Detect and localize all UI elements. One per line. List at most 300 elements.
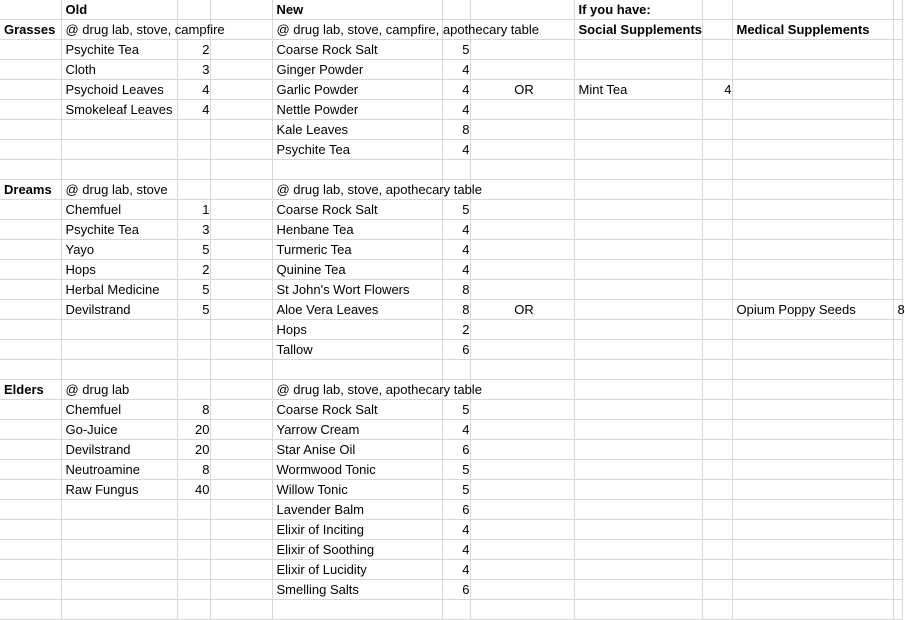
cell-r25-c2[interactable]: Raw Fungus [61, 480, 177, 500]
cell-r20-c1[interactable]: Elders [0, 380, 61, 400]
cell-r10-c9[interactable] [702, 180, 732, 200]
cell-r3-c5[interactable]: Coarse Rock Salt [272, 40, 442, 60]
cell-r6-c7[interactable] [470, 100, 574, 120]
cell-r26-c6[interactable]: 6 [442, 500, 470, 520]
cell-r19-c8[interactable] [574, 360, 702, 380]
cell-r30-c7[interactable] [470, 580, 574, 600]
cell-r23-c1[interactable] [0, 440, 61, 460]
cell-r25-c8[interactable] [574, 480, 702, 500]
cell-r22-c1[interactable] [0, 420, 61, 440]
cell-r24-c8[interactable] [574, 460, 702, 480]
cell-r15-c5[interactable]: St John's Wort Flowers [272, 280, 442, 300]
cell-r6-c3[interactable]: 4 [177, 100, 210, 120]
cell-r14-c9[interactable] [702, 260, 732, 280]
cell-r6-c10[interactable] [732, 100, 893, 120]
cell-r4-c3[interactable]: 3 [177, 60, 210, 80]
cell-r7-c10[interactable] [732, 120, 893, 140]
cell-r6-c11[interactable] [893, 100, 902, 120]
cell-r17-c7[interactable] [470, 320, 574, 340]
cell-r28-c4[interactable] [210, 540, 272, 560]
cell-r22-c10[interactable] [732, 420, 893, 440]
cell-r24-c5[interactable]: Wormwood Tonic [272, 460, 442, 480]
cell-r12-c11[interactable] [893, 220, 902, 240]
cell-r19-c1[interactable] [0, 360, 61, 380]
cell-r15-c4[interactable] [210, 280, 272, 300]
cell-r7-c6[interactable]: 8 [442, 120, 470, 140]
cell-r5-c6[interactable]: 4 [442, 80, 470, 100]
cell-r19-c9[interactable] [702, 360, 732, 380]
cell-r15-c10[interactable] [732, 280, 893, 300]
cell-r24-c1[interactable] [0, 460, 61, 480]
cell-r6-c5[interactable]: Nettle Powder [272, 100, 442, 120]
cell-r3-c7[interactable] [470, 40, 574, 60]
cell-r6-c1[interactable] [0, 100, 61, 120]
cell-r27-c8[interactable] [574, 520, 702, 540]
cell-r12-c8[interactable] [574, 220, 702, 240]
cell-r16-c11[interactable]: 8 [893, 300, 902, 320]
cell-r21-c2[interactable]: Chemfuel [61, 400, 177, 420]
cell-r21-c10[interactable] [732, 400, 893, 420]
cell-r29-c4[interactable] [210, 560, 272, 580]
cell-r18-c4[interactable] [210, 340, 272, 360]
cell-r26-c4[interactable] [210, 500, 272, 520]
cell-r14-c10[interactable] [732, 260, 893, 280]
cell-r25-c6[interactable]: 5 [442, 480, 470, 500]
cell-r30-c10[interactable] [732, 580, 893, 600]
cell-r30-c5[interactable]: Smelling Salts [272, 580, 442, 600]
cell-r1-c10[interactable] [732, 0, 893, 20]
cell-r29-c8[interactable] [574, 560, 702, 580]
cell-r11-c5[interactable]: Coarse Rock Salt [272, 200, 442, 220]
cell-r10-c8[interactable] [574, 180, 702, 200]
cell-r23-c7[interactable] [470, 440, 574, 460]
cell-r10-c1[interactable]: Dreams [0, 180, 61, 200]
cell-r28-c1[interactable] [0, 540, 61, 560]
cell-r23-c4[interactable] [210, 440, 272, 460]
cell-r10-c11[interactable] [893, 180, 902, 200]
cell-r11-c10[interactable] [732, 200, 893, 220]
cell-r3-c4[interactable] [210, 40, 272, 60]
cell-r26-c11[interactable] [893, 500, 902, 520]
cell-r23-c8[interactable] [574, 440, 702, 460]
cell-r9-c4[interactable] [210, 160, 272, 180]
cell-r11-c1[interactable] [0, 200, 61, 220]
cell-r13-c11[interactable] [893, 240, 902, 260]
cell-r26-c5[interactable]: Lavender Balm [272, 500, 442, 520]
cell-r20-c11[interactable] [893, 380, 902, 400]
cell-r5-c2[interactable]: Psychoid Leaves [61, 80, 177, 100]
cell-r21-c11[interactable] [893, 400, 902, 420]
cell-r5-c5[interactable]: Garlic Powder [272, 80, 442, 100]
cell-r19-c10[interactable] [732, 360, 893, 380]
cell-r4-c7[interactable] [470, 60, 574, 80]
cell-r23-c3[interactable]: 20 [177, 440, 210, 460]
cell-r31-c10[interactable] [732, 600, 893, 620]
cell-r1-c3[interactable] [177, 0, 210, 20]
cell-r20-c5[interactable]: @ drug lab, stove, apothecary table [272, 380, 442, 400]
cell-r9-c2[interactable] [61, 160, 177, 180]
cell-r24-c10[interactable] [732, 460, 893, 480]
cell-r14-c5[interactable]: Quinine Tea [272, 260, 442, 280]
cell-r5-c7[interactable]: OR [470, 80, 574, 100]
cell-r25-c3[interactable]: 40 [177, 480, 210, 500]
cell-r15-c3[interactable]: 5 [177, 280, 210, 300]
cell-r3-c10[interactable] [732, 40, 893, 60]
cell-r21-c6[interactable]: 5 [442, 400, 470, 420]
cell-r19-c2[interactable] [61, 360, 177, 380]
cell-r12-c3[interactable]: 3 [177, 220, 210, 240]
cell-r18-c11[interactable] [893, 340, 902, 360]
cell-r29-c11[interactable] [893, 560, 902, 580]
cell-r12-c9[interactable] [702, 220, 732, 240]
cell-r23-c6[interactable]: 6 [442, 440, 470, 460]
cell-r30-c9[interactable] [702, 580, 732, 600]
cell-r8-c5[interactable]: Psychite Tea [272, 140, 442, 160]
cell-r26-c3[interactable] [177, 500, 210, 520]
cell-r30-c11[interactable] [893, 580, 902, 600]
cell-r22-c3[interactable]: 20 [177, 420, 210, 440]
cell-r18-c9[interactable] [702, 340, 732, 360]
cell-r11-c6[interactable]: 5 [442, 200, 470, 220]
cell-r17-c2[interactable] [61, 320, 177, 340]
cell-r28-c2[interactable] [61, 540, 177, 560]
cell-r4-c9[interactable] [702, 60, 732, 80]
cell-r22-c11[interactable] [893, 420, 902, 440]
cell-r14-c6[interactable]: 4 [442, 260, 470, 280]
cell-r6-c8[interactable] [574, 100, 702, 120]
cell-r27-c9[interactable] [702, 520, 732, 540]
cell-r10-c5[interactable]: @ drug lab, stove, apothecary table [272, 180, 442, 200]
cell-r3-c3[interactable]: 2 [177, 40, 210, 60]
cell-r18-c6[interactable]: 6 [442, 340, 470, 360]
cell-r13-c4[interactable] [210, 240, 272, 260]
cell-r21-c8[interactable] [574, 400, 702, 420]
cell-r1-c7[interactable] [470, 0, 574, 20]
cell-r24-c9[interactable] [702, 460, 732, 480]
cell-r4-c5[interactable]: Ginger Powder [272, 60, 442, 80]
cell-r14-c11[interactable] [893, 260, 902, 280]
cell-r7-c2[interactable] [61, 120, 177, 140]
cell-r3-c8[interactable] [574, 40, 702, 60]
cell-r29-c10[interactable] [732, 560, 893, 580]
cell-r27-c5[interactable]: Elixir of Inciting [272, 520, 442, 540]
cell-r3-c6[interactable]: 5 [442, 40, 470, 60]
cell-r25-c5[interactable]: Willow Tonic [272, 480, 442, 500]
cell-r4-c8[interactable] [574, 60, 702, 80]
cell-r20-c2[interactable]: @ drug lab [61, 380, 177, 400]
cell-r27-c1[interactable] [0, 520, 61, 540]
cell-r11-c3[interactable]: 1 [177, 200, 210, 220]
cell-r19-c6[interactable] [442, 360, 470, 380]
cell-r25-c1[interactable] [0, 480, 61, 500]
cell-r8-c8[interactable] [574, 140, 702, 160]
cell-r26-c10[interactable] [732, 500, 893, 520]
cell-r4-c11[interactable] [893, 60, 902, 80]
cell-r23-c9[interactable] [702, 440, 732, 460]
cell-r19-c3[interactable] [177, 360, 210, 380]
cell-r21-c3[interactable]: 8 [177, 400, 210, 420]
cell-r6-c9[interactable] [702, 100, 732, 120]
cell-r17-c11[interactable] [893, 320, 902, 340]
cell-r12-c5[interactable]: Henbane Tea [272, 220, 442, 240]
cell-r29-c2[interactable] [61, 560, 177, 580]
cell-r2-c2[interactable]: @ drug lab, stove, campfire [61, 20, 177, 40]
cell-r16-c10[interactable]: Opium Poppy Seeds [732, 300, 893, 320]
cell-r2-c8[interactable]: Social Supplements [574, 20, 702, 40]
cell-r10-c2[interactable]: @ drug lab, stove [61, 180, 177, 200]
cell-r5-c8[interactable]: Mint Tea [574, 80, 702, 100]
cell-r28-c8[interactable] [574, 540, 702, 560]
cell-r30-c6[interactable]: 6 [442, 580, 470, 600]
cell-r16-c7[interactable]: OR [470, 300, 574, 320]
cell-r5-c9[interactable]: 4 [702, 80, 732, 100]
cell-r29-c9[interactable] [702, 560, 732, 580]
cell-r13-c7[interactable] [470, 240, 574, 260]
cell-r7-c7[interactable] [470, 120, 574, 140]
cell-r6-c6[interactable]: 4 [442, 100, 470, 120]
cell-r28-c3[interactable] [177, 540, 210, 560]
cell-r18-c3[interactable] [177, 340, 210, 360]
cell-r16-c1[interactable] [0, 300, 61, 320]
cell-r16-c6[interactable]: 8 [442, 300, 470, 320]
cell-r8-c3[interactable] [177, 140, 210, 160]
cell-r13-c9[interactable] [702, 240, 732, 260]
cell-r17-c4[interactable] [210, 320, 272, 340]
cell-r11-c4[interactable] [210, 200, 272, 220]
cell-r4-c4[interactable] [210, 60, 272, 80]
cell-r20-c3[interactable] [177, 380, 210, 400]
cell-r26-c2[interactable] [61, 500, 177, 520]
cell-r16-c8[interactable] [574, 300, 702, 320]
cell-r30-c1[interactable] [0, 580, 61, 600]
cell-r13-c8[interactable] [574, 240, 702, 260]
cell-r16-c3[interactable]: 5 [177, 300, 210, 320]
cell-r10-c4[interactable] [210, 180, 272, 200]
cell-r3-c9[interactable] [702, 40, 732, 60]
cell-r9-c5[interactable] [272, 160, 442, 180]
cell-r16-c2[interactable]: Devilstrand [61, 300, 177, 320]
cell-r14-c8[interactable] [574, 260, 702, 280]
cell-r2-c9[interactable] [702, 20, 732, 40]
cell-r27-c3[interactable] [177, 520, 210, 540]
cell-r15-c7[interactable] [470, 280, 574, 300]
cell-r20-c7[interactable] [470, 380, 574, 400]
cell-r1-c11[interactable] [893, 0, 902, 20]
cell-r2-c10[interactable]: Medical Supplements [732, 20, 893, 40]
cell-r4-c10[interactable] [732, 60, 893, 80]
cell-r18-c5[interactable]: Tallow [272, 340, 442, 360]
cell-r23-c11[interactable] [893, 440, 902, 460]
cell-r24-c3[interactable]: 8 [177, 460, 210, 480]
cell-r16-c9[interactable] [702, 300, 732, 320]
cell-r27-c6[interactable]: 4 [442, 520, 470, 540]
cell-r23-c5[interactable]: Star Anise Oil [272, 440, 442, 460]
cell-r9-c7[interactable] [470, 160, 574, 180]
cell-r12-c7[interactable] [470, 220, 574, 240]
cell-r3-c11[interactable] [893, 40, 902, 60]
cell-r31-c5[interactable] [272, 600, 442, 620]
cell-r31-c1[interactable] [0, 600, 61, 620]
cell-r12-c6[interactable]: 4 [442, 220, 470, 240]
cell-r9-c11[interactable] [893, 160, 902, 180]
cell-r12-c1[interactable] [0, 220, 61, 240]
cell-r5-c4[interactable] [210, 80, 272, 100]
cell-r11-c7[interactable] [470, 200, 574, 220]
cell-r13-c3[interactable]: 5 [177, 240, 210, 260]
cell-r1-c5[interactable]: New [272, 0, 442, 20]
cell-r8-c4[interactable] [210, 140, 272, 160]
cell-r19-c11[interactable] [893, 360, 902, 380]
cell-r29-c7[interactable] [470, 560, 574, 580]
cell-r2-c11[interactable] [893, 20, 902, 40]
cell-r26-c1[interactable] [0, 500, 61, 520]
cell-r25-c4[interactable] [210, 480, 272, 500]
cell-r13-c10[interactable] [732, 240, 893, 260]
cell-r24-c11[interactable] [893, 460, 902, 480]
cell-r8-c10[interactable] [732, 140, 893, 160]
cell-r15-c9[interactable] [702, 280, 732, 300]
cell-r31-c8[interactable] [574, 600, 702, 620]
cell-r22-c5[interactable]: Yarrow Cream [272, 420, 442, 440]
cell-r26-c8[interactable] [574, 500, 702, 520]
cell-r30-c3[interactable] [177, 580, 210, 600]
cell-r29-c1[interactable] [0, 560, 61, 580]
cell-r28-c9[interactable] [702, 540, 732, 560]
cell-r12-c2[interactable]: Psychite Tea [61, 220, 177, 240]
cell-r6-c4[interactable] [210, 100, 272, 120]
cell-r14-c1[interactable] [0, 260, 61, 280]
cell-r14-c3[interactable]: 2 [177, 260, 210, 280]
cell-r24-c4[interactable] [210, 460, 272, 480]
cell-r22-c6[interactable]: 4 [442, 420, 470, 440]
cell-r1-c9[interactable] [702, 0, 732, 20]
cell-r21-c1[interactable] [0, 400, 61, 420]
cell-r17-c1[interactable] [0, 320, 61, 340]
cell-r1-c6[interactable] [442, 0, 470, 20]
cell-r11-c11[interactable] [893, 200, 902, 220]
cell-r23-c2[interactable]: Devilstrand [61, 440, 177, 460]
cell-r29-c5[interactable]: Elixir of Lucidity [272, 560, 442, 580]
cell-r13-c6[interactable]: 4 [442, 240, 470, 260]
cell-r9-c3[interactable] [177, 160, 210, 180]
cell-r8-c6[interactable]: 4 [442, 140, 470, 160]
cell-r17-c9[interactable] [702, 320, 732, 340]
cell-r12-c10[interactable] [732, 220, 893, 240]
cell-r18-c10[interactable] [732, 340, 893, 360]
cell-r3-c2[interactable]: Psychite Tea [61, 40, 177, 60]
cell-r20-c8[interactable] [574, 380, 702, 400]
cell-r18-c2[interactable] [61, 340, 177, 360]
cell-r9-c10[interactable] [732, 160, 893, 180]
cell-r28-c6[interactable]: 4 [442, 540, 470, 560]
cell-r24-c7[interactable] [470, 460, 574, 480]
cell-r5-c1[interactable] [0, 80, 61, 100]
cell-r7-c4[interactable] [210, 120, 272, 140]
cell-r17-c10[interactable] [732, 320, 893, 340]
cell-r8-c2[interactable] [61, 140, 177, 160]
cell-r20-c4[interactable] [210, 380, 272, 400]
cell-r12-c4[interactable] [210, 220, 272, 240]
cell-r17-c6[interactable]: 2 [442, 320, 470, 340]
cell-r5-c3[interactable]: 4 [177, 80, 210, 100]
cell-r8-c9[interactable] [702, 140, 732, 160]
cell-r7-c11[interactable] [893, 120, 902, 140]
cell-r10-c10[interactable] [732, 180, 893, 200]
cell-r10-c7[interactable] [470, 180, 574, 200]
cell-r17-c8[interactable] [574, 320, 702, 340]
cell-r30-c4[interactable] [210, 580, 272, 600]
cell-r31-c11[interactable] [893, 600, 902, 620]
cell-r11-c8[interactable] [574, 200, 702, 220]
cell-r11-c2[interactable]: Chemfuel [61, 200, 177, 220]
cell-r30-c8[interactable] [574, 580, 702, 600]
cell-r4-c6[interactable]: 4 [442, 60, 470, 80]
cell-r15-c6[interactable]: 8 [442, 280, 470, 300]
cell-r9-c8[interactable] [574, 160, 702, 180]
cell-r18-c1[interactable] [0, 340, 61, 360]
cell-r5-c11[interactable] [893, 80, 902, 100]
cell-r14-c2[interactable]: Hops [61, 260, 177, 280]
cell-r9-c6[interactable] [442, 160, 470, 180]
cell-r28-c11[interactable] [893, 540, 902, 560]
cell-r26-c9[interactable] [702, 500, 732, 520]
cell-r16-c4[interactable] [210, 300, 272, 320]
cell-r19-c5[interactable] [272, 360, 442, 380]
cell-r1-c4[interactable] [210, 0, 272, 20]
cell-r7-c5[interactable]: Kale Leaves [272, 120, 442, 140]
cell-r7-c1[interactable] [0, 120, 61, 140]
cell-r22-c9[interactable] [702, 420, 732, 440]
cell-r8-c1[interactable] [0, 140, 61, 160]
cell-r17-c3[interactable] [177, 320, 210, 340]
cell-r7-c8[interactable] [574, 120, 702, 140]
cell-r10-c3[interactable] [177, 180, 210, 200]
cell-r31-c4[interactable] [210, 600, 272, 620]
cell-r31-c7[interactable] [470, 600, 574, 620]
cell-r1-c2[interactable]: Old [61, 0, 177, 20]
cell-r6-c2[interactable]: Smokeleaf Leaves [61, 100, 177, 120]
cell-r15-c8[interactable] [574, 280, 702, 300]
cell-r26-c7[interactable] [470, 500, 574, 520]
cell-r27-c11[interactable] [893, 520, 902, 540]
cell-r11-c9[interactable] [702, 200, 732, 220]
cell-r8-c7[interactable] [470, 140, 574, 160]
cell-r20-c9[interactable] [702, 380, 732, 400]
cell-r13-c1[interactable] [0, 240, 61, 260]
cell-r20-c10[interactable] [732, 380, 893, 400]
cell-r4-c1[interactable] [0, 60, 61, 80]
cell-r21-c5[interactable]: Coarse Rock Salt [272, 400, 442, 420]
cell-r13-c2[interactable]: Yayo [61, 240, 177, 260]
cell-r2-c1[interactable]: Grasses [0, 20, 61, 40]
cell-r21-c4[interactable] [210, 400, 272, 420]
cell-r14-c7[interactable] [470, 260, 574, 280]
cell-r1-c1[interactable] [0, 0, 61, 20]
cell-r18-c8[interactable] [574, 340, 702, 360]
cell-r25-c9[interactable] [702, 480, 732, 500]
cell-r9-c9[interactable] [702, 160, 732, 180]
cell-r9-c1[interactable] [0, 160, 61, 180]
cell-r24-c6[interactable]: 5 [442, 460, 470, 480]
cell-r7-c9[interactable] [702, 120, 732, 140]
cell-r1-c8[interactable]: If you have: [574, 0, 702, 20]
cell-r27-c10[interactable] [732, 520, 893, 540]
cell-r23-c10[interactable] [732, 440, 893, 460]
cell-r29-c3[interactable] [177, 560, 210, 580]
cell-r18-c7[interactable] [470, 340, 574, 360]
cell-r19-c7[interactable] [470, 360, 574, 380]
cell-r15-c1[interactable] [0, 280, 61, 300]
